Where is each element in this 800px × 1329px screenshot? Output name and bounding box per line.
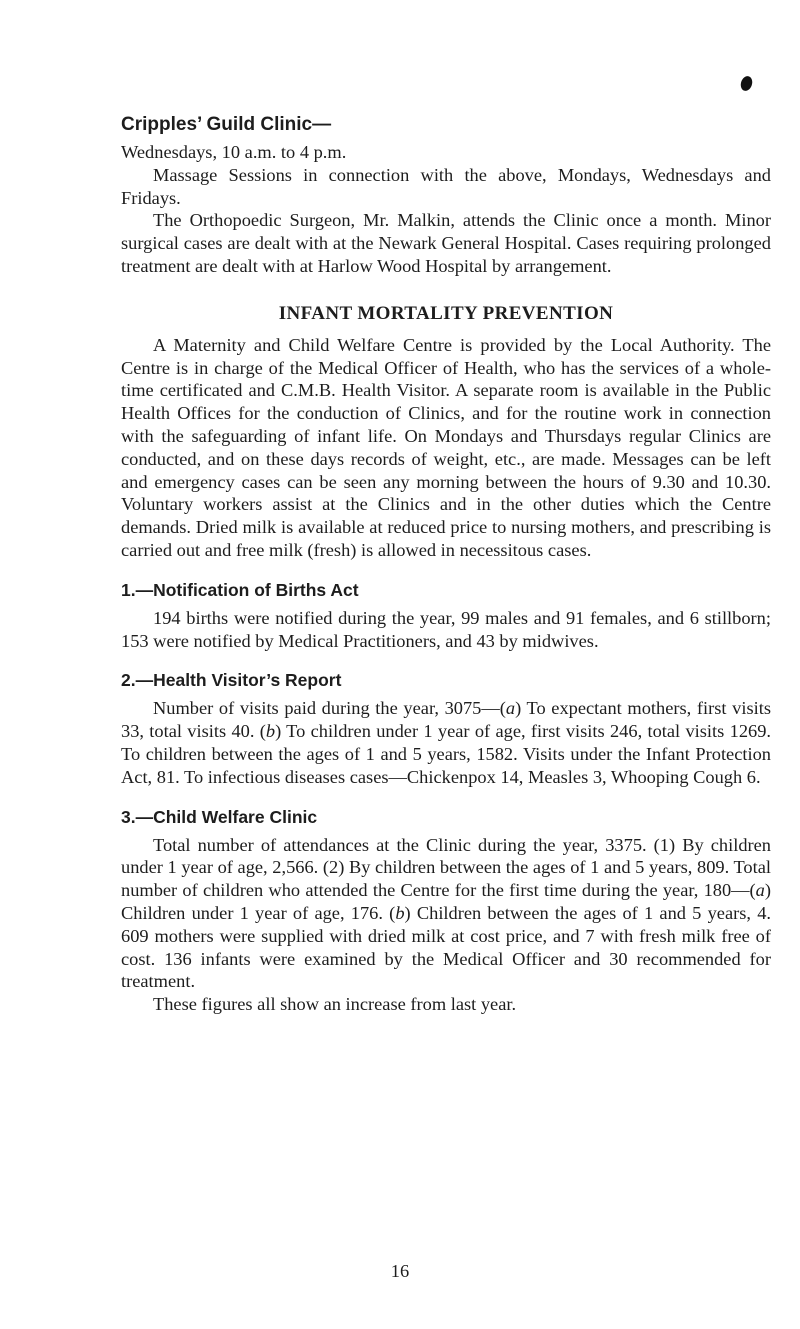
cripples-guild-heading: Cripples’ Guild Clinic— [121,114,332,135]
increase-note: These figures all show an increase from last year. [153,994,517,1015]
ink-mark [739,75,754,93]
clinic-hours: Wednesdays, 10 a.m. to 4 p.m. [121,142,347,162]
page-number: 16 [390,1261,410,1281]
massage-sessions: Massage Sessions in connection with the above, Mondays, Wednesdays and Fridays. [121,164,771,208]
maternity-centre-paragraph: A Maternity and Child Welfare Centre is provided by the Local Authority. The Centre is in charge of the Medical Officer of Health, who has the services of a whole-time certificated and C.M.B. Health Visitor. A separate room is available in the Public Health Offices for the conduction of Clinics, and for the routine work in connection with the safeguarding of infant life. On Mondays and Thursdays regular Clinics are conducted, and on these days records of weight, etc., are made. Messages can be left and emergency cases can be seen any morning between the hours of 9.30 and 10.30. Voluntary workers assist at the Clinics and in the other duties which the Centre demands. Dried milk is available at reduced price to nursing mothers, and prescribing is carried out and free milk (fresh) is allowed in necessitous cases. [121,334,771,560]
document-body [121,112,771,1016]
notification-births-paragraph: 194 births were notified during the year, 99 males and 91 females, and 6 stillborn; 153 were notified by Medical Practitioners, and 43 by midwives. [121,607,771,651]
infant-mortality-heading: INFANT MORTALITY PREVENTION [278,302,614,324]
child-welfare-paragraph: Total number of attendances at the Clinic during the year, 3375. (1) By children under 1 year of age, 2,566. (2) By children between the ages of 1 and 5 years, 809. Total number of children who attended the Centre for the first time during the year, 180—(a) Children under 1 year of age, 176. (b) Children between the ages of 1 and 5 years, 4. 609 mothers were supplied with dried milk at cost price, and 7 with fresh milk free of cost. 136 infants were examined by the Medical Officer and 30 recommended for treatment. [121,834,771,992]
orthopoedic-surgeon: The Orthopoedic Surgeon, Mr. Malkin, attends the Clinic once a month. Minor surgical cases are dealt with at the Newark General Hospital. Cases requiring prolonged treatment are dealt with at Harlow Wood Hospital by arrangement. [121,210,771,276]
notification-births-heading: 1.—Notification of Births Act [121,579,359,600]
health-visitor-heading: 2.—Health Visitor’s Report [121,670,342,691]
child-welfare-heading: 3.—Child Welfare Clinic [121,806,318,827]
health-visitor-paragraph: Number of visits paid during the year, 3075—(a) To expectant mothers, first visits 33, total visits 40. (b) To children under 1 year of age, first visits 246, total visits 1269. To children between the ages of 1 and 5 years, 1582. Visits under the Infant Protection Act, 81. To infectious diseases cases—Chickenpox 14, Measles 3, Whooping Cough 6. [121,698,771,787]
